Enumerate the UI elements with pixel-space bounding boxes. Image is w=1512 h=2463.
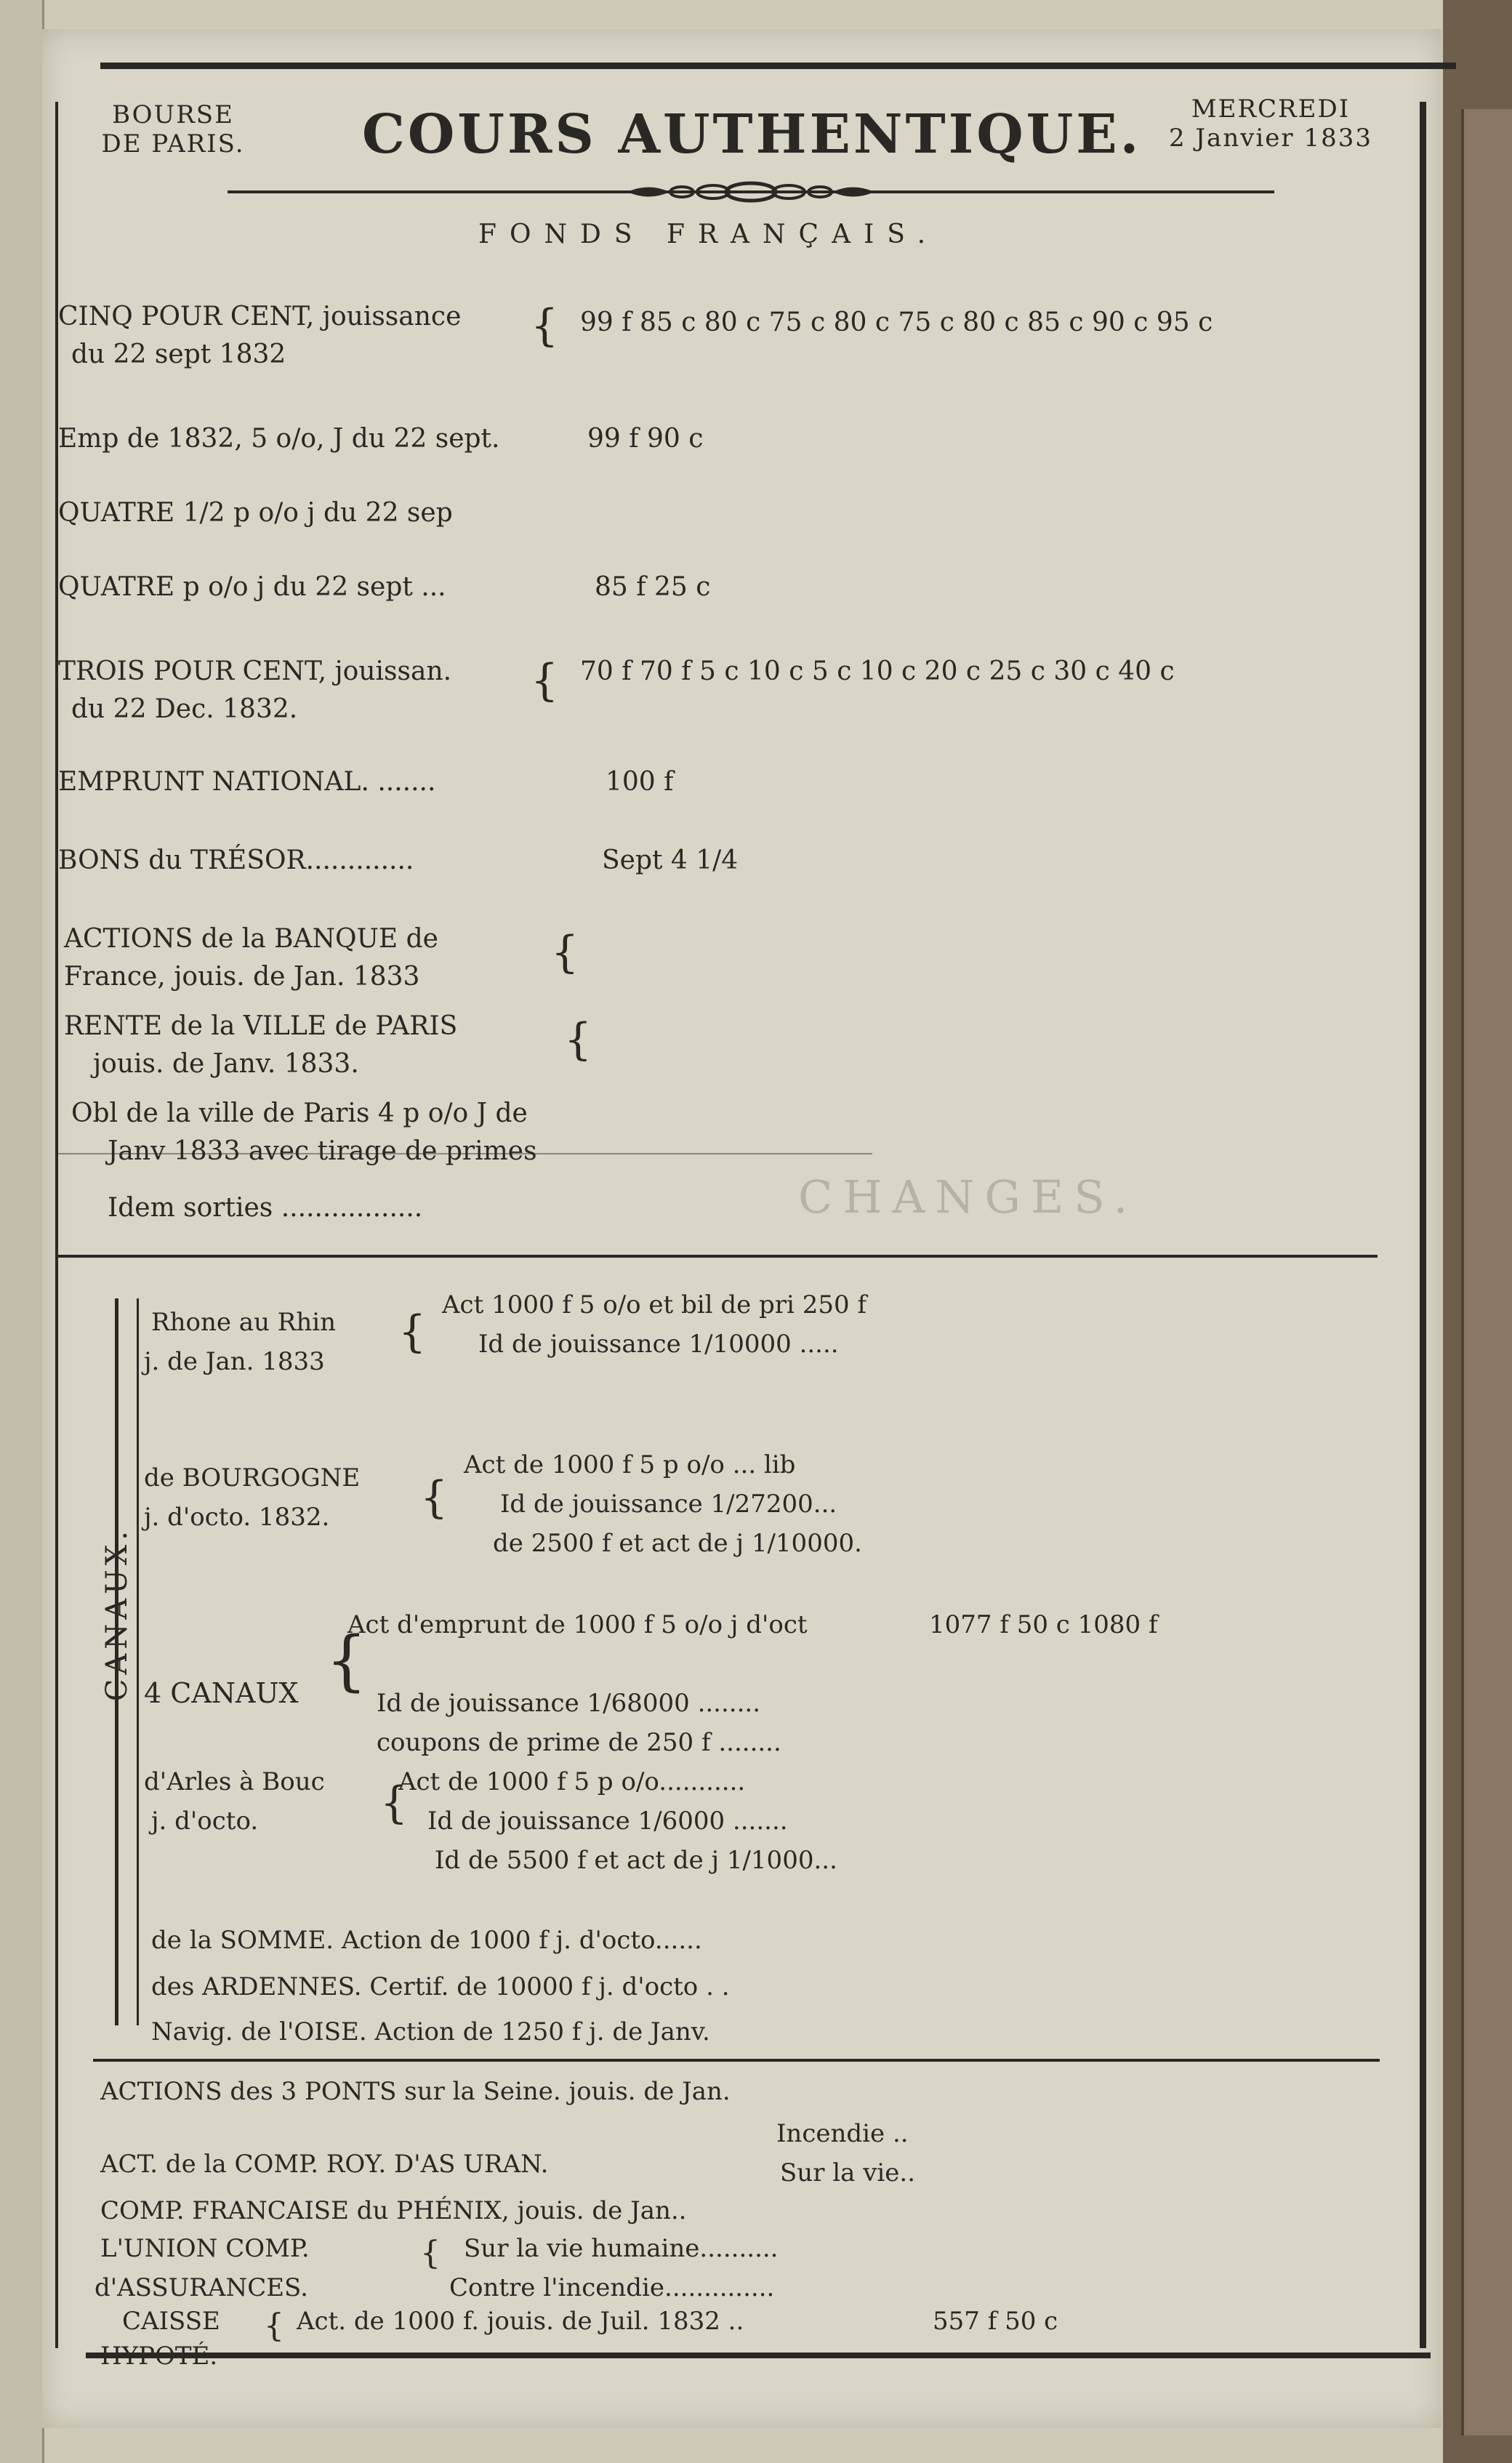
canal-right-line: Act de 1000 f 5 p o/o ... lib xyxy=(464,1450,796,1479)
canal-right-lines xyxy=(398,1762,837,1880)
frame-bottom-rule xyxy=(86,2352,1431,2358)
section-rule xyxy=(93,2059,1380,2062)
brace: { xyxy=(564,1014,592,1065)
assurance-sub-line: Sur la vie.. xyxy=(780,2158,916,2187)
rente-label-line: RENTE de la VILLE de PARIS xyxy=(64,1011,458,1041)
canal-left-line: j. de Jan. 1833 xyxy=(144,1347,325,1376)
header-right xyxy=(1125,95,1416,153)
rente-row-label xyxy=(71,1095,537,1170)
rente-row-prices: 99 f 90 c xyxy=(587,424,704,454)
brace: { xyxy=(551,927,579,978)
section-rule xyxy=(58,1255,1378,1258)
brace: { xyxy=(420,1472,449,1523)
rente-row-label: QUATRE 1/2 p o/o j du 22 sep xyxy=(58,498,453,528)
assurance-right-line: Act. de 1000 f. jouis. de Juil. 1832 .. xyxy=(297,2307,744,2336)
canal-right-line: coupons de prime de 250 f ........ xyxy=(377,1728,781,1757)
rente-row-label xyxy=(58,298,461,374)
assurance-left-line: d'ASSURANCES. xyxy=(94,2273,308,2302)
rente-label-line: TROIS POUR CENT, jouissan. xyxy=(58,656,452,686)
canal-left-label: 4 CANAUX xyxy=(144,1677,299,1709)
header-left xyxy=(86,100,260,158)
canal-right-line: Id de jouissance 1/68000 ........ xyxy=(377,1689,761,1718)
book-page-stack xyxy=(1461,109,1512,2435)
canal-right-lines xyxy=(427,1285,866,1364)
assurance-prices: 557 f 50 c xyxy=(933,2307,1058,2336)
rente-label-line: ACTIONS de la BANQUE de xyxy=(64,924,438,954)
canal-right-line: Id de jouissance 1/10000 ..... xyxy=(478,1330,839,1359)
brace: { xyxy=(531,300,559,351)
canal-left-line: Rhone au Rhin xyxy=(151,1308,337,1337)
rente-row-label: Emp de 1832, 5 o/o, J du 22 sept. xyxy=(58,424,500,454)
rente-label-line: France, jouis. de Jan. 1833 xyxy=(64,962,420,992)
assurance-sub xyxy=(733,2114,915,2193)
brace: { xyxy=(380,1777,409,1828)
canal-right-line: Act 1000 f 5 o/o et bil de pri 250 f xyxy=(442,1290,867,1319)
rente-row-label: QUATRE p o/o j du 22 sept ... xyxy=(58,572,446,602)
canal-left-line: de BOURGOGNE xyxy=(144,1463,361,1492)
canal-right-lines xyxy=(449,1445,862,1563)
assurance-row: ACTIONS des 3 PONTS sur la Seine. jouis. de Jan. xyxy=(100,2077,731,2106)
canal-right-line: Id de 5500 f et act de j 1/1000... xyxy=(435,1846,837,1875)
brace: { xyxy=(398,1306,427,1357)
frame-right-rule xyxy=(1420,102,1426,2348)
canal-right-line: de 2500 f et act de j 1/10000. xyxy=(493,1529,862,1558)
section-rule-faint xyxy=(58,1153,872,1154)
assurance-sub-line: Incendie .. xyxy=(776,2119,909,2148)
brace: { xyxy=(420,2235,441,2272)
assurance-right-line: Contre l'incendie.............. xyxy=(449,2273,775,2302)
rente-label-line: CINQ POUR CENT, jouissance xyxy=(58,302,462,332)
left-page-edge xyxy=(0,0,44,2463)
section-title: FONDS FRANÇAIS. xyxy=(478,220,939,249)
rente-row-label: EMPRUNT NATIONAL. ....... xyxy=(58,767,436,797)
assurance-left-line: CAISSE xyxy=(122,2307,220,2336)
canal-left-line: j. d'octo. xyxy=(151,1807,259,1836)
canal-left-label xyxy=(144,1762,325,1841)
rente-label-line: du 22 Dec. 1832. xyxy=(71,694,298,724)
header-date: 2 Janvier 1833 xyxy=(1168,124,1373,153)
rente-row-label: BONS du TRÉSOR............. xyxy=(58,845,414,875)
rente-row-prices: 70 f 70 f 5 c 10 c 5 c 10 c 20 c 25 c 30 c 40 c xyxy=(580,656,1175,686)
canaux-side-label: CANAUX. xyxy=(100,1527,134,1702)
assurance-left-line: HYPOTÉ. xyxy=(100,2342,218,2371)
rente-row-prices: 85 f 25 c xyxy=(595,572,711,602)
canal-left-line: j. d'octo. 1832. xyxy=(144,1503,330,1532)
assurance-row: ACT. de la COMP. ROY. D'AS URAN. xyxy=(100,2150,549,2179)
show-through-text: CHANGES. xyxy=(798,1170,1138,1224)
rente-label-line: Obl de la ville de Paris 4 p o/o J de xyxy=(71,1098,528,1128)
canal-prices: 1077 f 50 c 1080 f xyxy=(929,1610,1158,1639)
rente-row-label xyxy=(58,653,451,728)
header-left-line1: BOURSE xyxy=(112,100,234,129)
page-title: COURS AUTHENTIQUE. xyxy=(362,103,1142,166)
rente-row-prices: 99 f 85 c 80 c 75 c 80 c 75 c 80 c 85 c 90 c 95 c xyxy=(580,308,1213,337)
canal-right-line: Act d'emprunt de 1000 f 5 o/o j d'oct xyxy=(347,1610,808,1639)
header-day: MERCREDI xyxy=(1191,95,1351,124)
assurance-left-label xyxy=(94,2229,310,2307)
canal-row: des ARDENNES. Certif. de 10000 f j. d'octo . . xyxy=(151,1972,730,2001)
canal-row: de la SOMME. Action de 1000 f j. d'octo...... xyxy=(151,1926,702,1955)
brace: { xyxy=(264,2307,284,2345)
assurance-right-line: Sur la vie humaine.......... xyxy=(464,2234,779,2263)
header-left-line2: DE PARIS. xyxy=(101,129,245,158)
rente-row-prices: 100 f xyxy=(606,767,674,797)
canaux-left-rule-inner xyxy=(137,1298,139,2025)
rente-label-line: du 22 sept 1832 xyxy=(71,339,286,369)
canal-right-line: Id de jouissance 1/27200... xyxy=(500,1490,837,1519)
assurance-left-label xyxy=(100,2302,220,2376)
assurance-left-line: L'UNION COMP. xyxy=(100,2234,310,2263)
brace: { xyxy=(326,1623,368,1699)
ornament-icon xyxy=(620,180,882,204)
rente-label-line: jouis. de Janv. 1833. xyxy=(93,1049,359,1079)
brace: { xyxy=(531,655,559,706)
rente-row-label xyxy=(64,920,438,996)
document-page xyxy=(42,29,1441,2428)
rente-row-label xyxy=(64,1008,457,1083)
canal-row: Navig. de l'OISE. Action de 1250 f j. de Janv. xyxy=(151,2017,710,2046)
canal-left-label xyxy=(144,1303,336,1381)
canal-left-label xyxy=(144,1458,360,1537)
canal-right-line: Act de 1000 f 5 p o/o........... xyxy=(398,1767,746,1796)
rente-label-line: Janv 1833 avec tirage de primes xyxy=(108,1136,537,1166)
rente-row-label: Idem sorties ................. xyxy=(108,1193,423,1223)
canal-left-line: d'Arles à Bouc xyxy=(144,1767,325,1796)
canal-right-line: Id de jouissance 1/6000 ....... xyxy=(427,1807,788,1836)
assurance-row: COMP. FRANCAISE du PHÉNIX, jouis. de Jan.. xyxy=(100,2196,687,2225)
rente-row-prices: Sept 4 1/4 xyxy=(602,845,739,875)
frame-top-rule xyxy=(100,63,1456,69)
assurance-right-lines xyxy=(449,2229,779,2307)
